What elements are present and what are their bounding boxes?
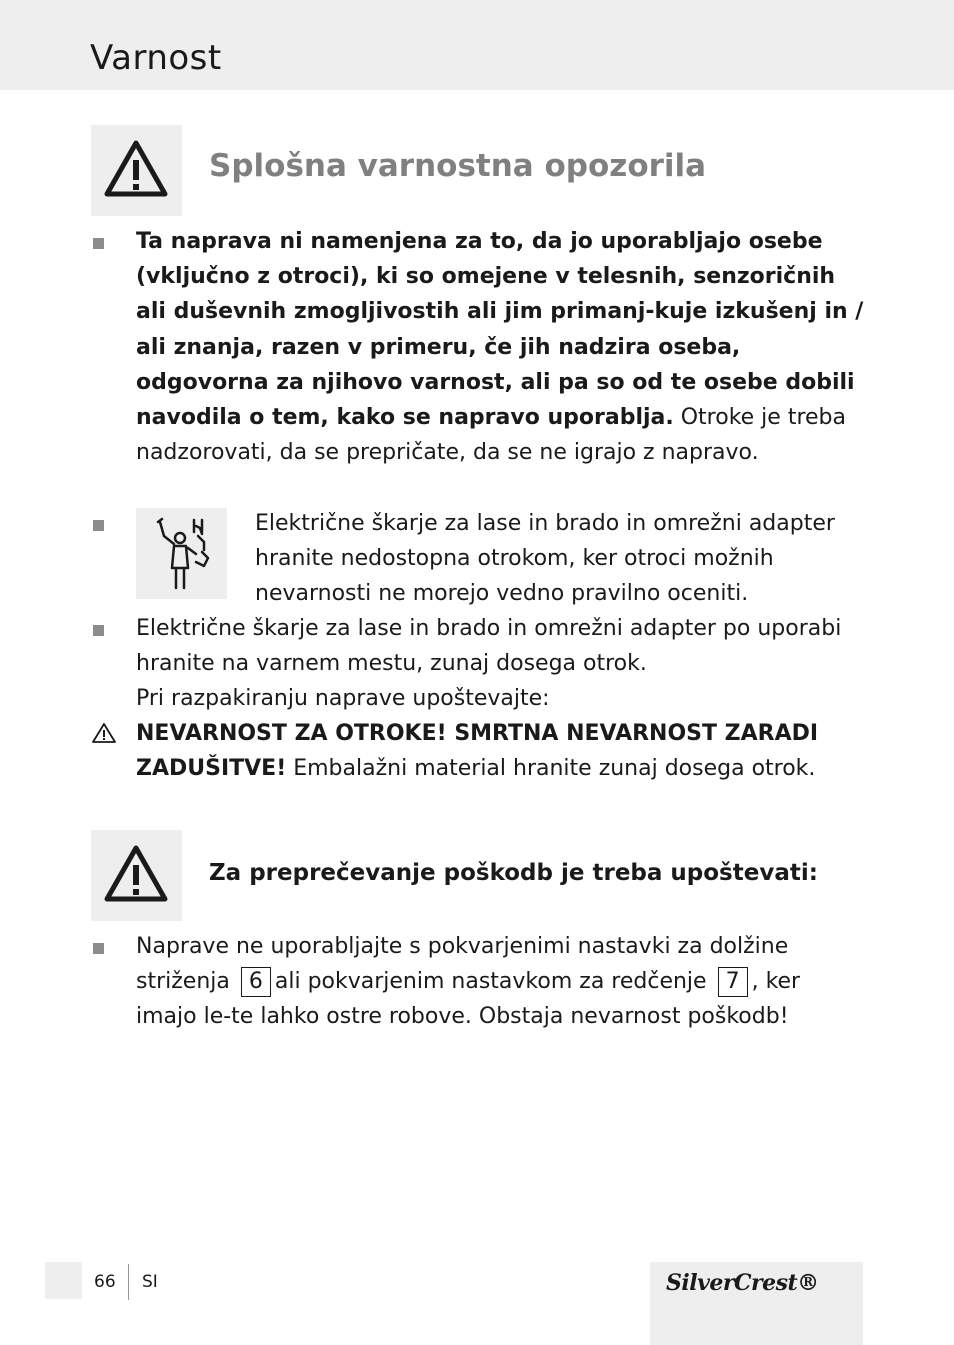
list-item: Električne škarje za lase in brado in omrežni adapter po uporabi hranite na varnem mestu, zunaj dosega otrok.: [136, 616, 842, 677]
page-number: 66: [94, 1272, 116, 1292]
warning-box: [91, 830, 182, 921]
list-item-text: Otroke je treba nadzorovati, da se prepričate, da se ne igrajo z napravo.: [136, 405, 846, 466]
page-title: Varnost: [90, 38, 222, 78]
bullet: [93, 625, 104, 636]
bullet: [93, 943, 104, 954]
language-code: SI: [142, 1272, 158, 1292]
danger-notice: [136, 716, 866, 786]
unpack-note: Pri razpakiranju naprave upoštevajte:: [136, 686, 550, 711]
bullet: [93, 238, 104, 249]
danger-text: Embalažni material hranite zunaj dosega otrok.: [286, 756, 816, 782]
list-item: [136, 929, 866, 1035]
list-item: [136, 224, 866, 470]
part-reference-6: 6: [241, 967, 271, 997]
list-item-text: Naprave ne uporabljajte s pokvarjenimi nastavki za dolžine striženja: [136, 934, 789, 995]
list-item-bold-text: Ta naprava ni namenjena za to, da jo uporabljajo osebe (vključno z otroci), ki so omejene v telesnih, senzoričnih ali duševnih zmogljivostih ali jim primanj-kuje izkušenj in / ali znanja, razen v primeru, če jih nadzira oseba, odgovorna za njihovo varnost, ali pa so od te osebe dobili navodila o tem, kako se napravo uporablja.: [136, 229, 864, 431]
list-item-text: ali pokvarjenim nastavkom za redčenje: [274, 969, 707, 995]
list-item: Električne škarje za lase in brado in omrežni adapter hranite nedostopna otrokom, ker otroci možnih nevarnosti ne morejo vedno pravilno oceniti.: [255, 511, 835, 607]
brand-logo: SilverCrest®: [666, 1270, 819, 1296]
warning-triangle-icon: [91, 722, 117, 744]
list-item-text: , ker imajo le-te lahko ostre robove. Obstaja nevarnost poškodb!: [136, 969, 801, 1030]
footer-box: [45, 1262, 82, 1299]
warning-triangle-icon: [103, 844, 169, 904]
section-heading: Splošna varnostna opozorila: [209, 148, 707, 184]
warning-box: [91, 125, 182, 216]
child-icon-box: [136, 508, 227, 599]
child-safety-icon: [150, 516, 214, 592]
footer-divider: [128, 1264, 129, 1300]
warning-triangle-icon: [103, 139, 169, 199]
danger-bold-text: NEVARNOST ZA OTROKE! SMRTNA NEVARNOST ZARADI ZADUŠITVE!: [136, 721, 819, 782]
part-reference-7: 7: [718, 967, 748, 997]
sub-heading: Za preprečevanje poškodb je treba upoštevati:: [209, 860, 818, 886]
bullet: [93, 520, 104, 531]
brand-box: [650, 1262, 863, 1345]
